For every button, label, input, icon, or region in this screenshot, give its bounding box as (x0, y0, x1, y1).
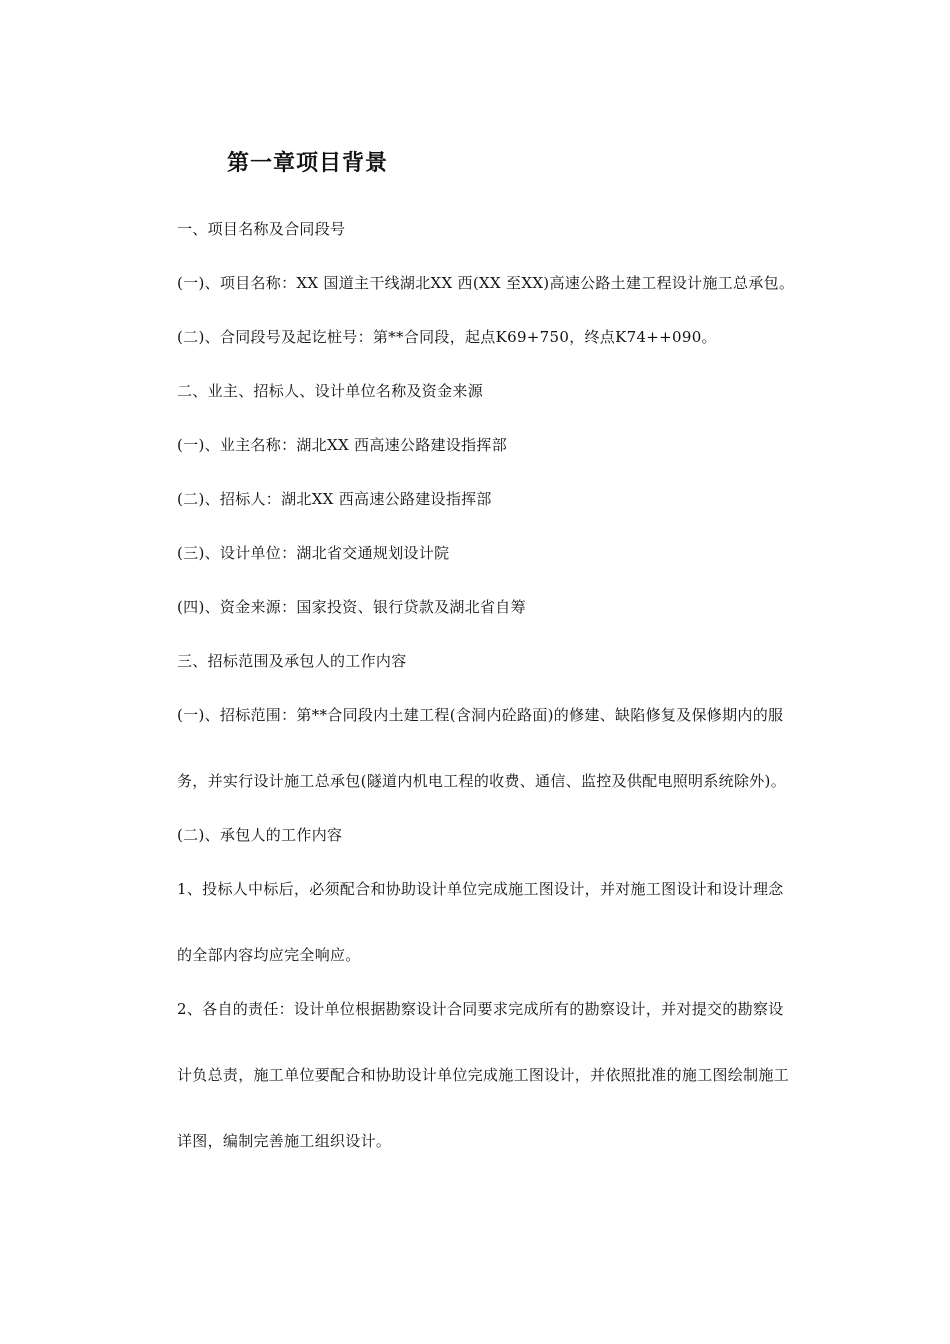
paragraph-line: 详图，编制完善施工组织设计。 (177, 1132, 392, 1150)
paragraph-line: (二)、招标人：湖北XX 西高速公路建设指挥部 (177, 490, 492, 508)
paragraph-line: 务，并实行设计施工总承包(隧道内机电工程的收费、通信、监控及供配电照明系统除外)。 (177, 772, 787, 790)
paragraph-line: (四)、资金来源：国家投资、银行贷款及湖北省自筹 (177, 598, 526, 616)
paragraph-line: 计负总责，施工单位要配合和协助设计单位完成施工图设计，并依照批准的施工图绘制施工 (177, 1066, 790, 1084)
paragraph-line: (一)、项目名称：XX 国道主干线湖北XX 西(XX 至XX)高速公路土建工程设计施工总承包。 (177, 274, 795, 292)
paragraph-line: 的全部内容均应完全响应。 (177, 946, 361, 964)
paragraph-line: (三)、设计单位：湖北省交通规划设计院 (177, 544, 450, 562)
paragraph-line: 2、各自的责任：设计单位根据勘察设计合同要求完成所有的勘察设计，并对提交的勘察设 (177, 1000, 784, 1018)
section-heading-1: 一、项目名称及合同段号 (177, 220, 346, 238)
paragraph-line: (二)、承包人的工作内容 (177, 826, 343, 844)
paragraph-line: 1、投标人中标后，必须配合和协助设计单位完成施工图设计，并对施工图设计和设计理念 (177, 880, 784, 898)
section-heading-3: 三、招标范围及承包人的工作内容 (177, 652, 407, 670)
paragraph-line: (二)、合同段号及起讫桩号：第**合同段，起点K69+750，终点K74++090。 (177, 328, 717, 346)
paragraph-line: (一)、招标范围：第**合同段内土建工程(含洞内砼路面)的修建、缺陷修复及保修期内的服 (177, 706, 784, 724)
chapter-title: 第一章项目背景 (227, 150, 389, 176)
section-heading-2: 二、业主、招标人、设计单位名称及资金来源 (177, 382, 484, 400)
paragraph-line: (一)、业主名称：湖北XX 西高速公路建设指挥部 (177, 436, 508, 454)
